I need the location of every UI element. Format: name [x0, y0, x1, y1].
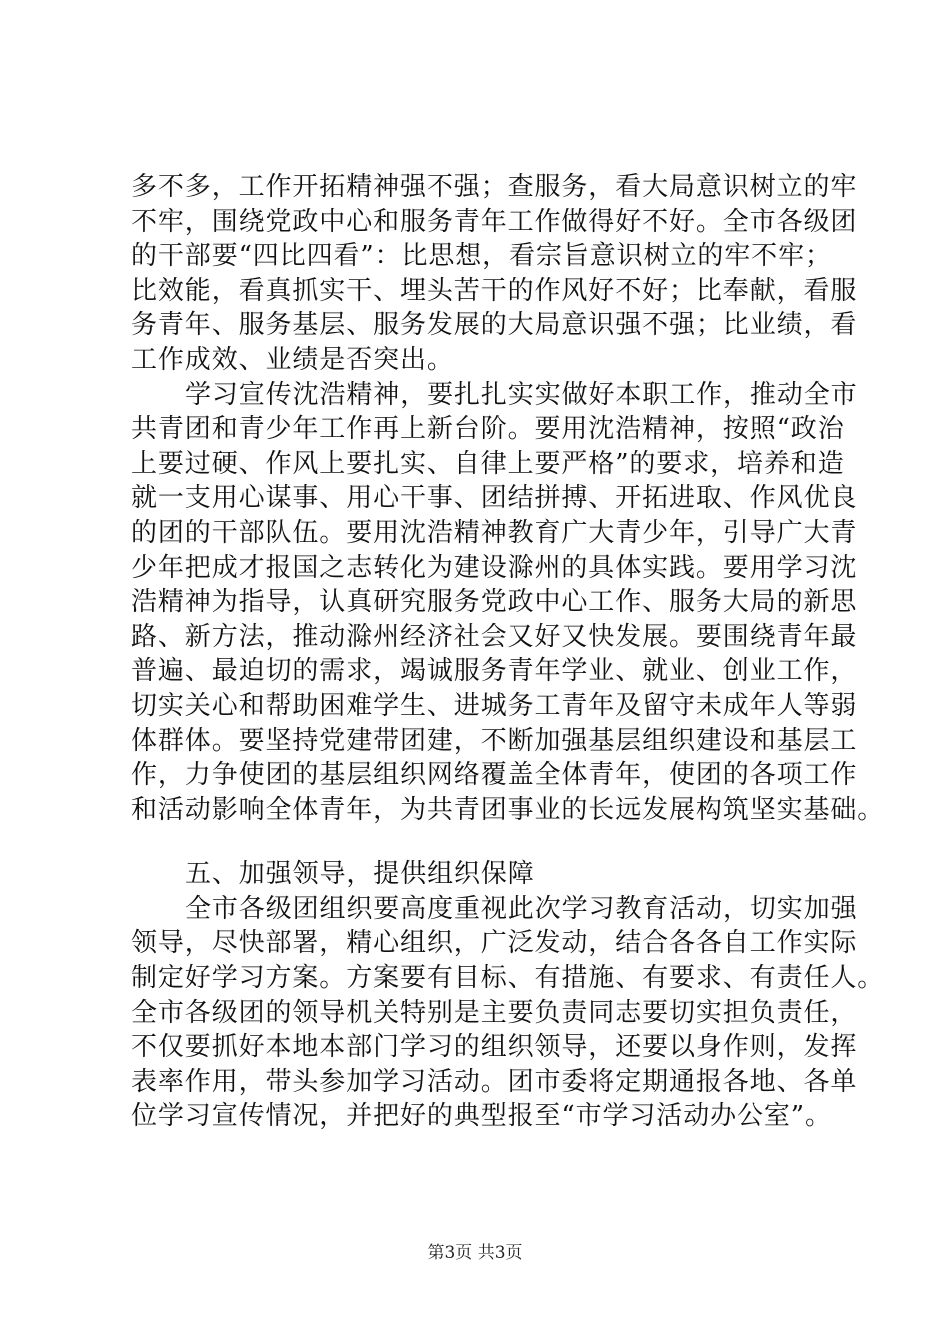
text-line: 共青团和青少年工作再上新台阶。要用沈浩精神，按照“政治: [131, 414, 845, 445]
text-line: 位学习宣传情况，并把好的典型报至“市学习活动办公室”。: [131, 1101, 832, 1132]
text-line: 就一支用心谋事、用心干事、团结拼搏、开拓进取、作风优良: [131, 483, 858, 514]
paragraph-spacer: [131, 827, 831, 857]
text-line: 表率作用，带头参加学习活动。团市委将定期通报各地、各单: [131, 1066, 858, 1097]
text-line: 上要过硬、作风上要扎实、自律上要严格”的要求，培养和造: [131, 448, 845, 479]
text-line: 路、新方法，推动滁州经济社会又好又快发展。要围绕青年最: [131, 621, 858, 652]
text-line: 制定好学习方案。方案要有目标、有措施、有要求、有责任人。: [131, 963, 885, 994]
text-line: 的干部要“四比四看”：比思想，看宗旨意识树立的牢不牢；: [131, 241, 832, 272]
text-line: 不牢，围绕党政中心和服务青年工作做得好不好。全市各级团: [131, 206, 858, 237]
paragraph-1: [131, 170, 858, 378]
text-line: 普遍、最迫切的需求，竭诚服务青年学业、就业、创业工作，: [131, 656, 858, 687]
text-line: 作，力争使团的基层组织网络覆盖全体青年，使团的各项工作: [131, 760, 858, 791]
paragraph-2: [131, 378, 885, 828]
section-5: [131, 857, 885, 1134]
text-line: 多不多，工作开拓精神强不强；查服务，看大局意识树立的牢: [131, 172, 858, 202]
text-line: 切实关心和帮助困难学生、进城务工青年及留守未成年人等弱: [131, 690, 858, 721]
text-line: 比效能，看真抓实干、埋头苦干的作风好不好；比奉献，看服: [131, 275, 858, 306]
section-heading: 五、加强领导，提供组织保障: [185, 859, 535, 890]
text-line: 学习宣传沈浩精神，要扎扎实实做好本职工作，推动全市: [185, 379, 858, 410]
text-line: 浩精神为指导，认真研究服务党政中心工作、服务大局的新思: [131, 587, 858, 618]
text-line: 全市各级团的领导机关特别是主要负责同志要切实担负责任，: [131, 997, 858, 1028]
text-line: 体群体。要坚持党建带团建，不断加强基层组织建设和基层工: [131, 725, 858, 756]
text-line: 的团的干部队伍。要用沈浩精神教育广大青少年，引导广大青: [131, 517, 858, 548]
document-body: [131, 170, 885, 1134]
text-line: 工作成效、业绩是否突出。: [131, 344, 454, 375]
text-line: 不仅要抓好本地本部门学习的组织领导，还要以身作则，发挥: [131, 1032, 858, 1063]
page-footer: 第3页 共3页: [427, 1243, 523, 1263]
text-line: 全市各级团组织要高度重视此次学习教育活动，切实加强: [185, 893, 858, 924]
text-line: 务青年、服务基层、服务发展的大局意识强不强；比业绩，看: [131, 310, 858, 341]
text-line: 领导，尽快部署，精心组织，广泛发动，结合各各自工作实际: [131, 928, 858, 959]
text-line: 和活动影响全体青年，为共青团事业的长远发展构筑坚实基础。: [131, 794, 885, 825]
text-line: 少年把成才报国之志转化为建设滁州的具体实践。要用学习沈: [131, 552, 858, 583]
